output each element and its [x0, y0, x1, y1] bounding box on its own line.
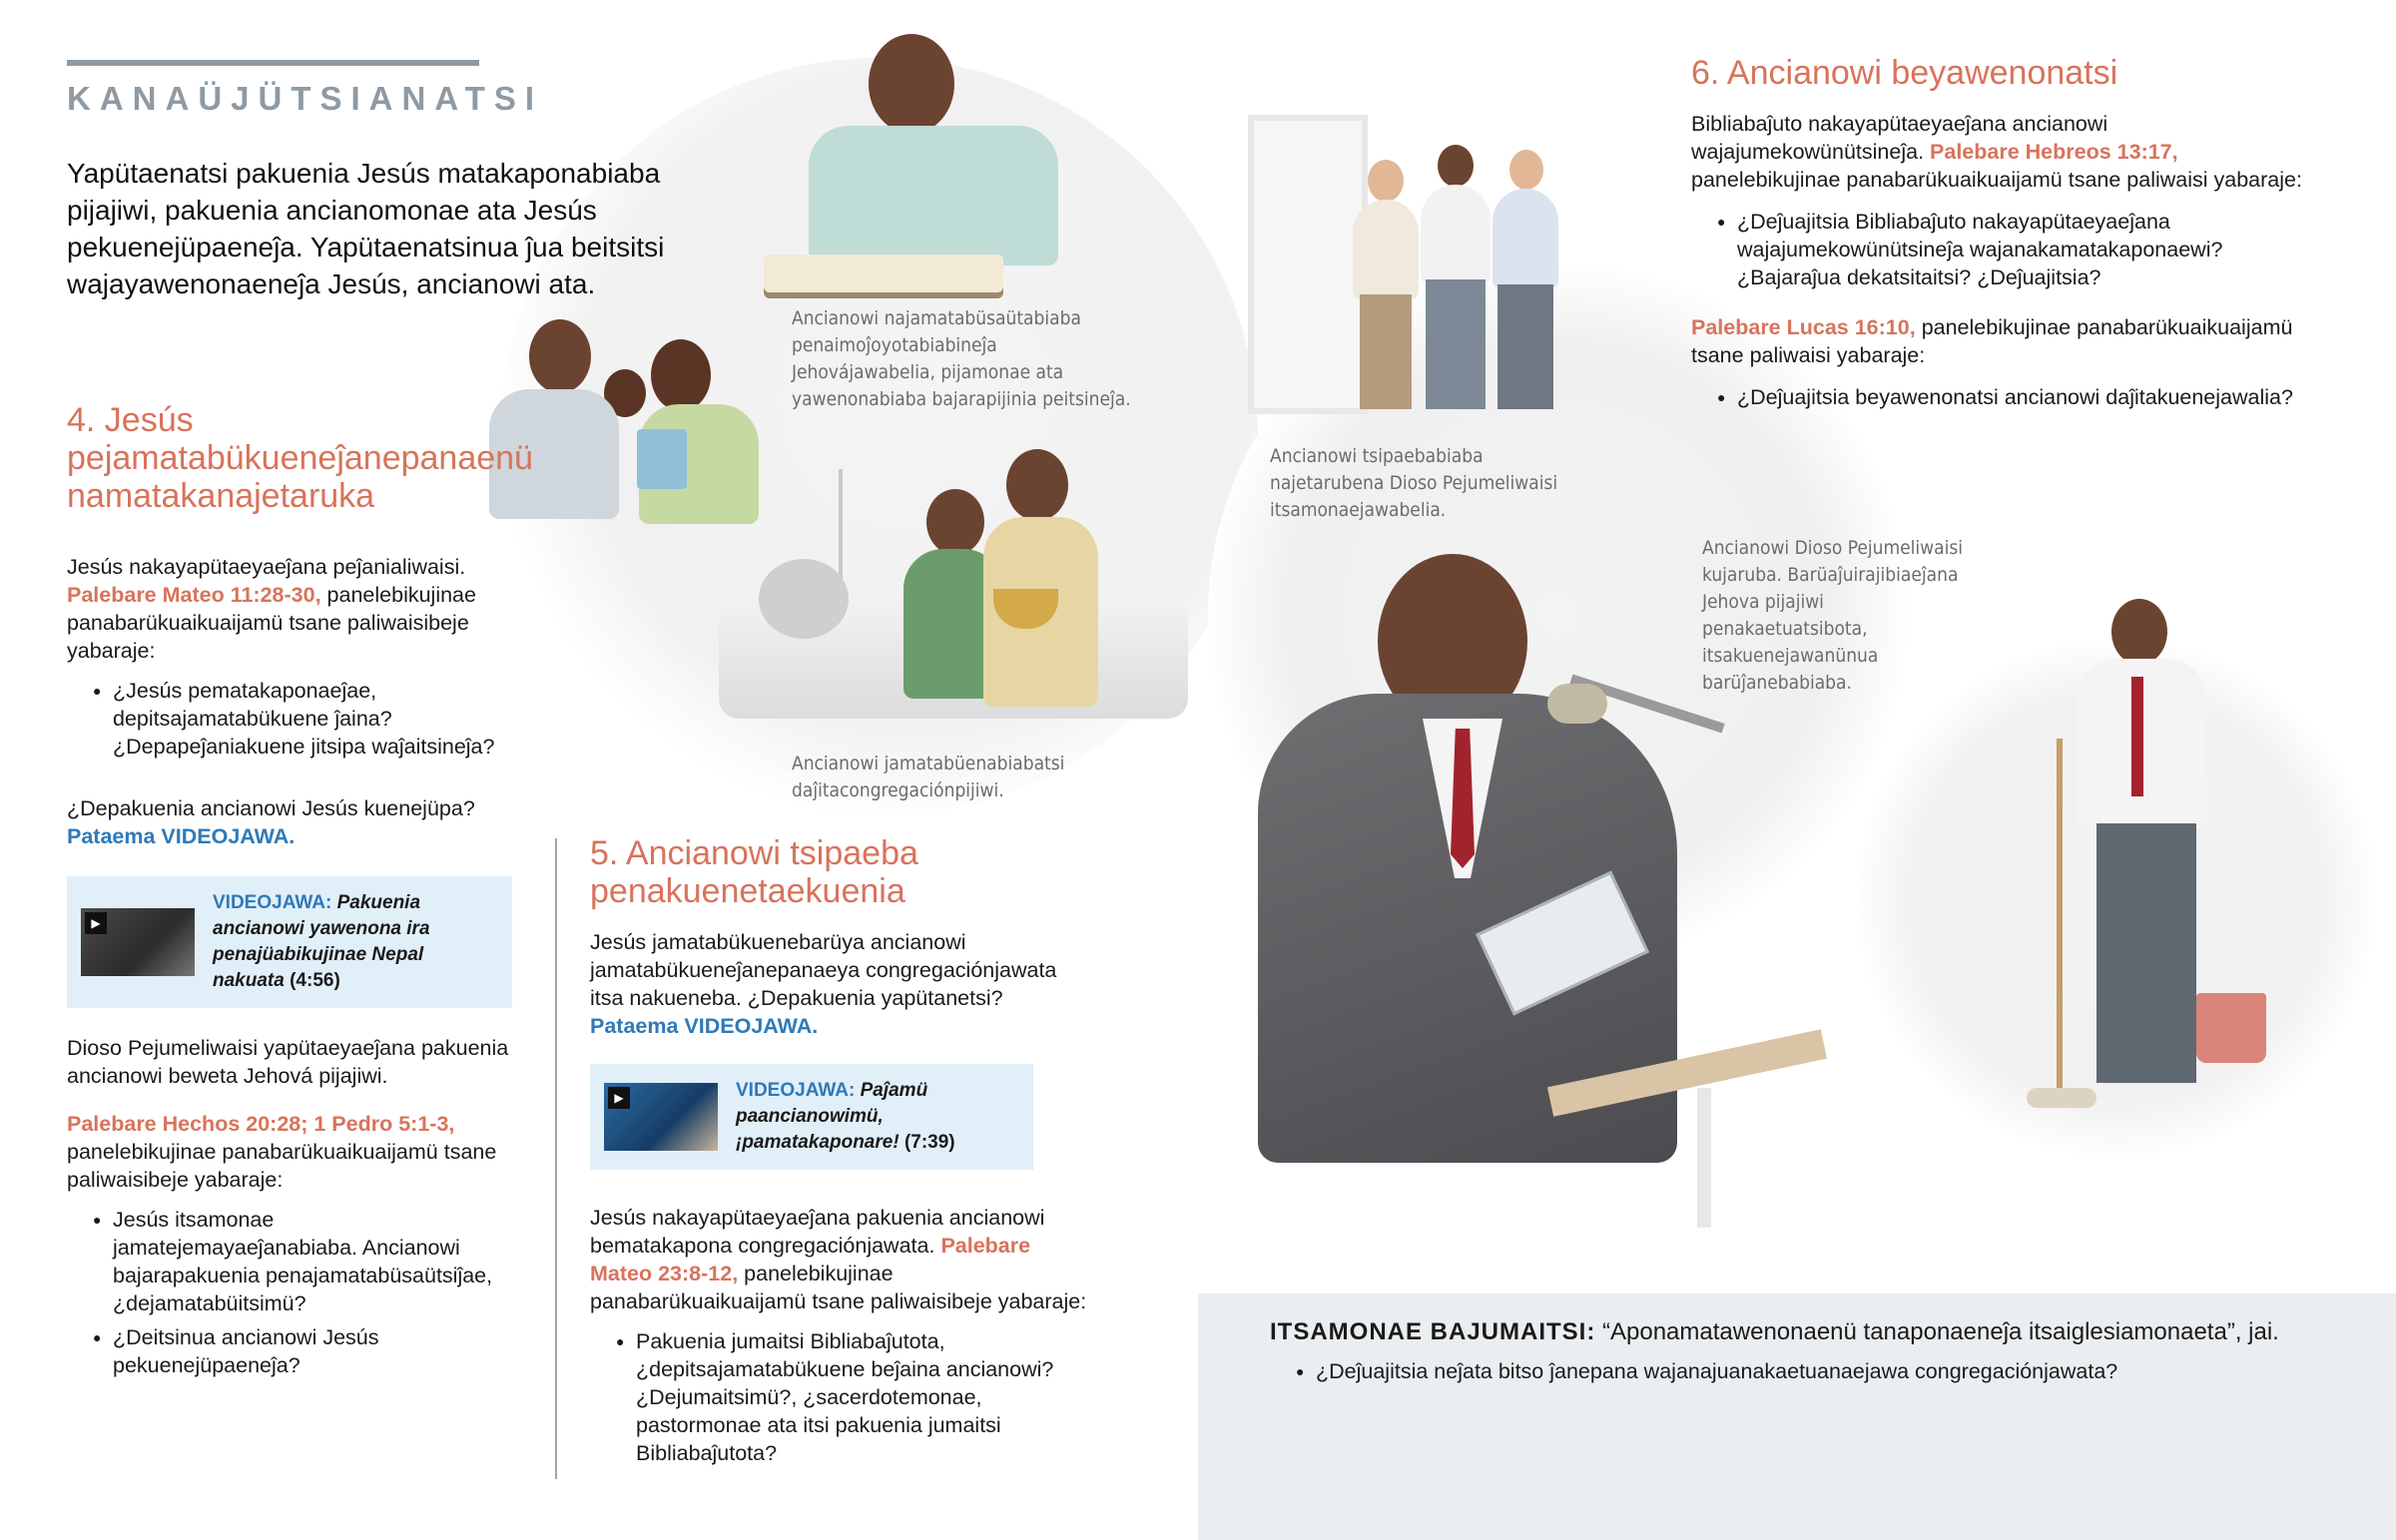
- section-4-questions-1: [93, 677, 516, 761]
- list-item: ● ¿Deĵuajitsia beyawenonatsi ancianowi daĵitakuenejawalia?: [1717, 383, 2330, 411]
- section-6-questions-2: [1717, 383, 2330, 411]
- summary-questions: [1296, 1357, 2368, 1385]
- watch-video-link[interactable]: Pataema VIDEOJAWA.: [590, 1014, 819, 1038]
- play-icon[interactable]: ▶: [85, 912, 107, 934]
- section-5: [590, 834, 1089, 1467]
- section-6-title: 6. Ancianowi beyawenonatsi: [1691, 54, 2118, 92]
- intro-text: Yapütaenatsi pakuenia Jesús matakaponabiaba pijajiwi, pakuenia ancianomonae ata Jesús pekuenejüpaeneĵa. Yapütaenatsinua ĵua beitsitsi wajayawenonaeneĵa Jesús, ancianowi ata.: [67, 158, 665, 299]
- list-item: ● ¿Deĵuajitsia neĵata bitso ĵanepana wajanajuanakaetuanaejawa congregaciónjawata?: [1296, 1357, 2368, 1385]
- list-item: ● ¿Jesús pematakaponaeĵae, depitsajamatabükuene ĵaina? ¿Depapeĵaniakuene jitsipa waĵaitsineĵa?: [93, 677, 516, 761]
- section-6: [1691, 54, 2330, 411]
- list-item: ● Jesús itsamonae jamatejemayaeĵanabiaba. Ancianowi bajarapakuenia penajamatabüsaütsiĵae, ¿dejamatabüitsimü?: [93, 1206, 516, 1317]
- video-card-pamatakaponare[interactable]: ▶ VIDEOJAWA: Paĵamü paancianowimü, ¡pamatakaponare! (7:39): [590, 1064, 1033, 1170]
- section-5-paragraph-1: Jesús jamatabükuenebarüya ancianowi jamatabükueneĵanepanaeya congregaciónjawata itsa nakueneba. ¿Depakuenia yapütanetsi? Pataema VIDEOJAWA.: [590, 930, 1057, 1038]
- section-4-paragraph-1: Jesús nakayapütaeyaeĵana peĵanialiwaisi. Palebare Mateo 11:28-30, panelebikujinae panabarükuaikuaijamü tsane paliwaisibeje yabaraje:: [67, 555, 476, 663]
- illustration-elder-cleaning: [2017, 599, 2336, 1118]
- caption-study: Ancianowi najamatabüsaütabiaba penaimoĵoyotabiabineĵa Jehovájawabelia, pijamonae ata yawenonabiaba bajarapijinia peitsineĵa.: [792, 307, 1131, 410]
- section-4-paragraph-2: ¿Depakuenia ancianowi Jesús kuenejüpa? Pataema VIDEOJAWA.: [67, 796, 475, 848]
- video-thumbnail[interactable]: [604, 1083, 718, 1151]
- header-rule: [67, 60, 479, 66]
- video-duration: (4:56): [290, 970, 340, 991]
- section-4-questions-2: [93, 1206, 516, 1379]
- caption-preach: Ancianowi tsipaebabiaba najetarubena Dioso Pejumeliwaisi itsamonaejawabelia.: [1270, 445, 1558, 521]
- illustration-elders-ministry: [1248, 115, 1577, 424]
- scripture-reference[interactable]: Palebare Hebreos 13:17,: [1930, 140, 2178, 164]
- summary-heading: [1270, 1315, 2368, 1349]
- scripture-reference[interactable]: Palebare Mateo 11:28-30,: [67, 583, 321, 607]
- section-5-questions: [616, 1327, 1089, 1467]
- summary-quote: “Aponamatawenonaenü tanaponaeneĵa itsaiglesiamonaeta”, jai.: [1602, 1318, 2279, 1345]
- list-item: ● ¿Deĵuajitsia Bibliabaĵuto nakayapütaeyaeĵana wajajumekowünütsineĵa wajanakamatakaponaewi? ¿Bajaraĵua dekatsitaitsi? ¿Deĵuajitsia?: [1717, 208, 2330, 291]
- section-6-questions-1: [1717, 208, 2330, 291]
- summary-panel: [1198, 1293, 2396, 1540]
- play-icon[interactable]: ▶: [608, 1087, 630, 1109]
- illustration-hospital-visit: [719, 449, 1188, 739]
- video-title: Paĵamü paancianowimü, ¡pamatakaponare!: [736, 1080, 928, 1153]
- video-title: Pakuenia ancianowi yawenona ira penajüabikujinae Nepal nakuata: [213, 892, 430, 991]
- section-4-paragraph-3: Dioso Pejumeliwaisi yapütaeyaeĵana pakuenia ancianowi beweta Jehová pijajiwi.: [67, 1036, 509, 1088]
- section-6-paragraph-1: Bibliabaĵuto nakayapütaeyaeĵana ancianowi wajajumekowünütsineĵa. Palebare Hebreos 13:17, panelebikujinae panabarükuaikuaijamü tsane paliwaisi yabaraje:: [1691, 112, 2302, 192]
- list-item: ● Pakuenia jumaitsi Bibliabaĵutota, ¿depitsajamatabükuene beĵaina ancianowi? ¿Dejumaitsimü?, ¿sacerdotemonae, pastormonae ata itsi pakuenia jumaitsi Bibliabaĵutota?: [616, 1327, 1089, 1467]
- video-card-nepal[interactable]: ▶ VIDEOJAWA: Pakuenia ancianowi yawenona ira penajüabikujinae Nepal nakuata (4:56): [67, 876, 512, 1008]
- video-duration: (7:39): [903, 1132, 955, 1153]
- column-divider: [555, 838, 557, 1479]
- section-kicker: KANAÜJÜTSIANATSI: [67, 80, 544, 117]
- scripture-reference[interactable]: Palebare Mateo 23:8-12,: [590, 1234, 1031, 1285]
- summary-label: ITSAMONAE BAJUMAITSI:: [1270, 1318, 1596, 1345]
- scripture-reference[interactable]: Palebare Lucas 16:10,: [1691, 315, 1916, 339]
- caption-visit: Ancianowi jamatabüenabiabatsi daĵitacongregaciónpijiwi.: [792, 753, 1065, 801]
- section-4: [67, 401, 533, 1379]
- video-thumbnail[interactable]: [81, 908, 195, 976]
- watch-video-link[interactable]: Pataema VIDEOJAWA.: [67, 824, 296, 848]
- section-5-title: 5. Ancianowi tsipaeba penakuenetaekuenia: [590, 834, 918, 910]
- section-6-paragraph-2: Palebare Lucas 16:10, panelebikujinae panabarükuaikuaijamü tsane paliwaisi yabaraje:: [1691, 315, 2293, 367]
- scripture-reference[interactable]: Palebare Hechos 20:28; 1 Pedro 5:1-3,: [67, 1112, 455, 1136]
- section-4-paragraph-4: Palebare Hechos 20:28; 1 Pedro 5:1-3, panelebikujinae panabarükuaikuaijamü tsane paliwaisibeje yabaraje:: [67, 1112, 497, 1192]
- section-4-title: 4. Jesús pejamatabükueneĵanepanaenü namatakanajetaruka: [67, 401, 533, 515]
- list-item: ● ¿Deitsinua ancianowi Jesús pekuenejüpaeneĵa?: [93, 1323, 516, 1379]
- illustration-elder-studying: [769, 30, 1098, 299]
- section-5-paragraph-2: Jesús nakayapütaeyaeĵana pakuenia ancianowi bematakapona congregaciónjawata. Palebare Mateo 23:8-12, panelebikujinae panabarükuaikuaijamü tsane paliwaisibeje yabaraje:: [590, 1206, 1087, 1313]
- caption-teach: Ancianowi Dioso Pejumeliwaisi kujaruba. Barüaĵuirajibiaeĵana Jehova pijajiwi penakaetuatsibota, itsakuenejawanünua barüĵanebabiaba.: [1702, 537, 1964, 694]
